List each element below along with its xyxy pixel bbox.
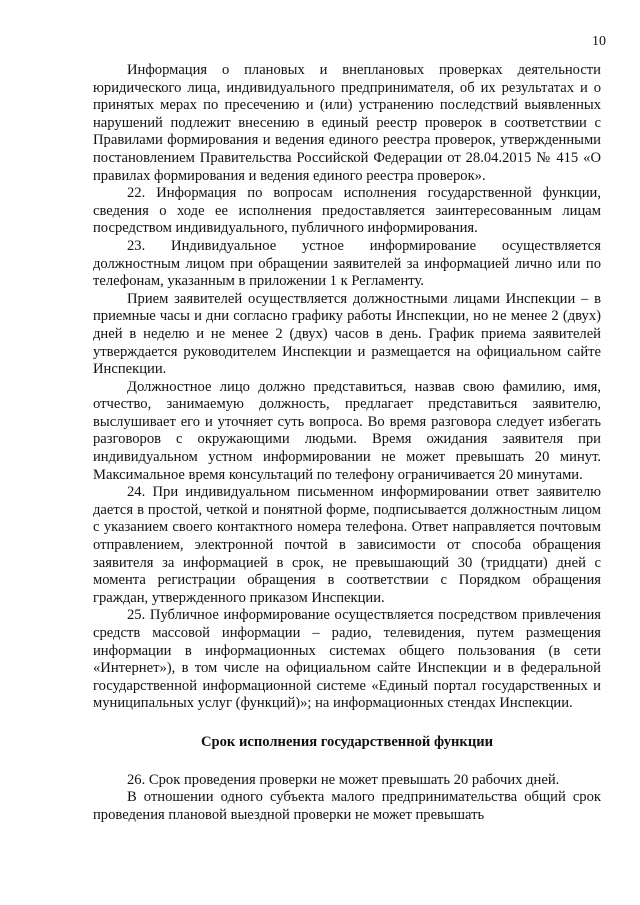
paragraph-reestr: Информация о плановых и внеплановых проверках деятельности юридического лица, индивидуального предпринимателя, об их результатах и о принятых мерах по пресечению и (или) устранению последствий выявленных нарушений подлежит внесению в единый реестр проверок в соответствии с Правилами формирования и ведения единого реестра проверок, утвержденными постановлением Правительства Российской Федерации от 28.04.2015 № 415 «О правилах формирования и ведения единого реестра проверок». [93,62,601,184]
page-number: 10 [592,34,606,49]
paragraph-26: 26. Срок проведения проверки не может превышать 20 рабочих дней. [127,771,560,788]
paragraph-22: 22. Информация по вопросам исполнения государственной функции, сведения о ходе ее исполнения предоставляется заинтересованным лицам посредством индивидуального, публичного информирования. [93,185,601,237]
paragraph-maloe-predprinimatelstvo: В отношении одного субъекта малого предпринимательства общий срок проведения плановой выездной проверки не может превышать [93,789,601,823]
section-heading: Срок исполнения государственной функции [200,733,494,750]
paragraph-dolzhnostnoe-litso: Должностное лицо должно представиться, назвав свою фамилию, имя, отчество, занимаемую должность, предлагает представиться заявителю, выслушивает его и уточняет суть вопроса. Во время разговора следует избегать разговоров с окружающими людьми. Время ожидания заявителя при индивидуальном устном информировании не может превышать 20 минут. Максимальное время консультаций по телефону ограничивается 20 минутами. [93,378,601,483]
paragraph-24: 24. При индивидуальном письменном информировании ответ заявителю дается в простой, четкой и понятной форме, подписывается должностным лицом с указанием своего контактного номера телефона. Ответ направляется почтовым отправлением, электронной почтой в зависимости от способа обращения заявителя за информацией в срок, не превышающий 30 (тридцати) дней с момента регистрации обращения в соответствии с Порядком обращения граждан, утвержденного приказом Инспекции. [93,484,601,606]
paragraph-priem: Прием заявителей осуществляется должностными лицами Инспекции – в приемные часы и дни согласно графику работы Инспекции, но не менее 2 (двух) дней в неделю и не менее 2 (двух) часов в день. График приема заявителей утверждается руководителем Инспекции и размещается на официальном сайте Инспекции. [93,290,601,378]
paragraph-23: 23. Индивидуальное устное информирование осуществляется должностным лицом при обращении заявителей за информацией лично или по телефонам, указанным в приложении 1 к Регламенту. [93,237,601,290]
document-body [93,62,601,824]
paragraph-25: 25. Публичное информирование осуществляется посредством привлечения средств массовой информации – радио, телевидения, путем размещения информации в информационных системах общего пользования (в сети «Интернет»), в том числе на официальном сайте Инспекции и в федеральной государственной информационной системе «Единый портал государственных и муниципальных услуг (функций)»; на информационных стендах Инспекции. [93,607,601,712]
